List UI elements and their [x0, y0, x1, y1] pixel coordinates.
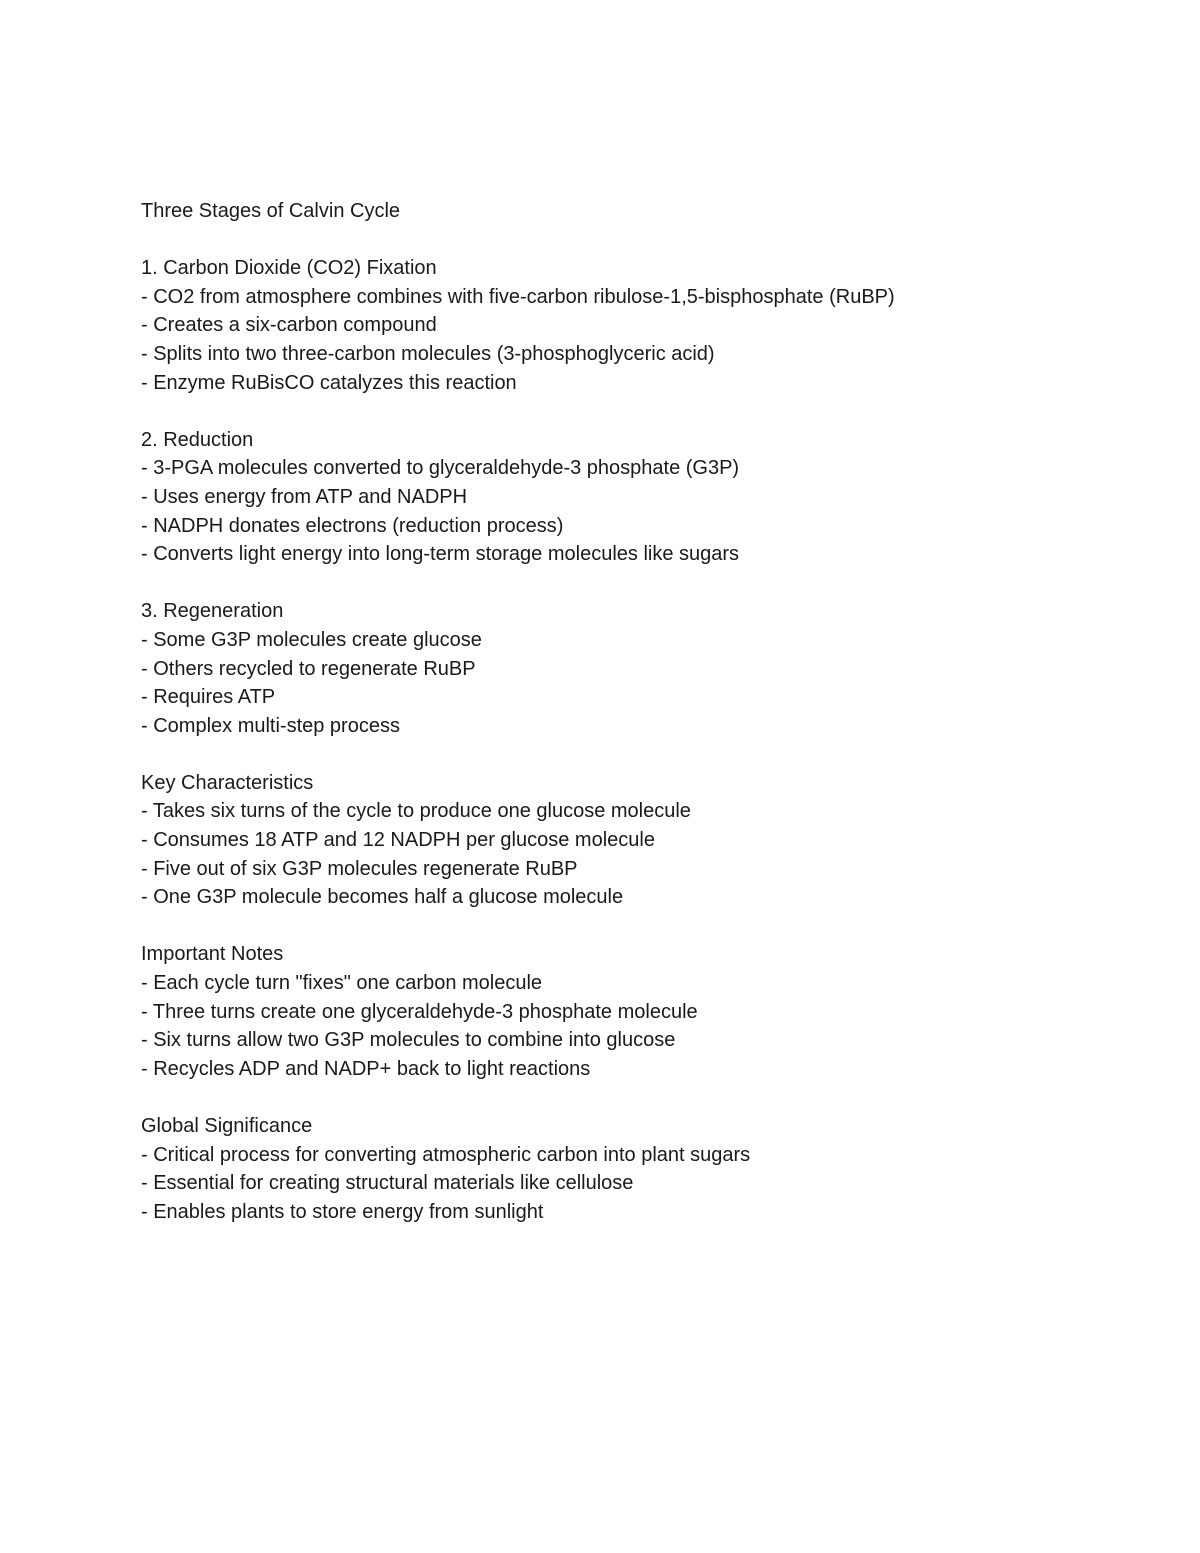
section-regeneration — [141, 597, 1141, 740]
list-item: - Some G3P molecules create glucose — [141, 628, 482, 651]
section-key-characteristics — [141, 769, 1141, 912]
spacer — [141, 226, 1141, 255]
section-reduction — [141, 426, 1141, 569]
list-item: - Uses energy from ATP and NADPH — [141, 485, 468, 508]
spacer — [141, 569, 1141, 598]
list-item: - Three turns create one glyceraldehyde-3 phosphate molecule — [141, 1000, 698, 1023]
section-heading: Key Characteristics — [141, 771, 314, 794]
list-item: - Essential for creating structural materials like cellulose — [141, 1172, 634, 1195]
list-item: - Splits into two three-carbon molecules (3-phosphoglyceric acid) — [141, 342, 715, 365]
list-item: - Creates a six-carbon compound — [141, 314, 437, 337]
section-heading: 3. Regeneration — [141, 600, 284, 623]
list-item: - CO2 from atmosphere combines with five-carbon ribulose-1,5-bisphosphate (RuBP) — [141, 285, 895, 308]
document-title: Three Stages of Calvin Cycle — [141, 200, 401, 222]
spacer — [141, 740, 1141, 769]
list-item: - NADPH donates electrons (reduction process) — [141, 514, 564, 537]
list-item: - Critical process for converting atmospheric carbon into plant sugars — [141, 1143, 751, 1166]
list-item: - Consumes 18 ATP and 12 NADPH per glucose molecule — [141, 829, 655, 852]
list-item: - Takes six turns of the cycle to produce one glucose molecule — [141, 800, 691, 823]
list-item: - Converts light energy into long-term storage molecules like sugars — [141, 543, 740, 566]
list-item: - 3-PGA molecules converted to glyceraldehyde-3 phosphate (G3P) — [141, 457, 740, 480]
list-item: - Requires ATP — [141, 686, 276, 709]
section-heading: Global Significance — [141, 1115, 313, 1137]
section-important-notes — [141, 940, 1141, 1083]
list-item: - Complex multi-step process — [141, 714, 400, 737]
spacer — [141, 912, 1141, 941]
spacer — [141, 397, 1141, 426]
section-global-significance — [141, 1112, 1141, 1226]
list-item: - Recycles ADP and NADP+ back to light reactions — [141, 1057, 591, 1080]
list-item: - Each cycle turn "fixes" one carbon molecule — [141, 972, 543, 995]
section-carbon-fixation — [141, 254, 1141, 397]
section-heading: Important Notes — [141, 943, 284, 966]
list-item: - Five out of six G3P molecules regenerate RuBP — [141, 857, 578, 880]
section-heading: 1. Carbon Dioxide (CO2) Fixation — [141, 257, 437, 280]
document-body — [141, 197, 1141, 1226]
list-item: - Enables plants to store energy from sunlight — [141, 1200, 544, 1223]
list-item: - Enzyme RuBisCO catalyzes this reaction — [141, 371, 517, 394]
list-item: - One G3P molecule becomes half a glucose molecule — [141, 886, 624, 909]
list-item: - Six turns allow two G3P molecules to combine into glucose — [141, 1029, 676, 1052]
list-item: - Others recycled to regenerate RuBP — [141, 657, 476, 680]
section-heading: 2. Reduction — [141, 428, 254, 451]
spacer — [141, 1083, 1141, 1112]
